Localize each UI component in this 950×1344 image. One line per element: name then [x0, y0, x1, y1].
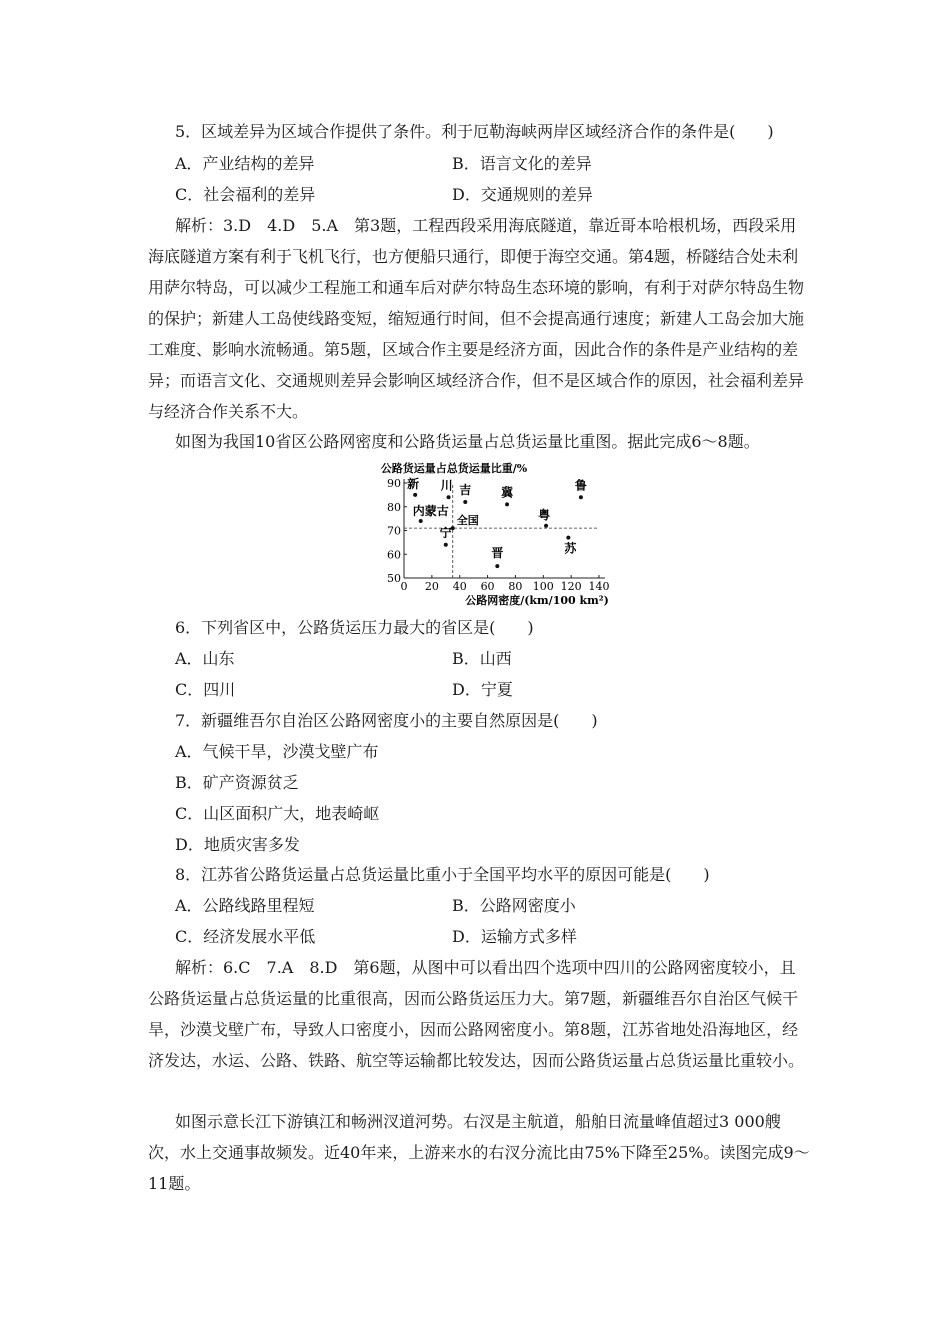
question-8-option-c: C．经济发展水平低: [175, 927, 316, 946]
chart-point-label: 新: [407, 476, 420, 491]
y-tick-label: 50: [387, 572, 401, 585]
chart-point-label: 吉: [459, 483, 472, 497]
analysis-3-5-text: 解析：3.D 4.D 5.A 第3题，工程西段采用海底隧道，靠近哥本哈根机场，西段采用海底隧道方案有利于飞机飞行，也方便船只通行，即便于海空交通。第4题，桥隧结合处未利用萨尔特岛，可以减少工程施工和通车后对萨尔特岛生态环境的影响，有利于对萨尔特岛生物的保护；新建人工岛使线路变短，缩短通行时间，但不会提高通行速度；新建人工岛会加大施工难度、影响水流畅通。第5题，区域合作主要是经济方面，因此合作的条件是产业结构的差异；而语言文化、交通规则差异会影响区域经济合作，但不是区域合作的原因，社会福利差异与经济合作关系不大。: [148, 216, 805, 421]
analysis-6-8-text: 解析：6.C 7.A 8.D 第6题，从图中可以看出四个选项中四川的公路网密度较小，且公路货运量占总货运量的比重很高，因而公路货运压力大。第7题，新疆维吾尔自治区气候干旱，沙漠戈壁广布，导致人口密度小，因而公路网密度小。第8题，江苏省地处沿海地区，经济发达，水运、公路、铁路、航空等运输都比较发达，因而公路货运量占总货运量比重较小。: [148, 958, 805, 1070]
x-tick-label: 80: [508, 580, 523, 593]
question-5-option-d: D．交通规则的差异: [452, 185, 593, 204]
chart-point-label: 冀: [501, 485, 514, 500]
chart-x-axis-label: 公路网密度/(km/100 km²): [465, 594, 609, 607]
question-7-option-c: C．山区面积广大，地表崎岖: [175, 804, 380, 823]
chart-point: [419, 519, 423, 523]
chart-point-label: 鲁: [574, 478, 587, 493]
question-7-stem: 7．新疆维吾尔自治区公路网密度小的主要自然原因是( ): [175, 711, 598, 730]
x-tick-label: 120: [560, 580, 582, 593]
chart-point: [447, 495, 451, 499]
x-tick-label: 20: [424, 580, 439, 593]
question-5-option-b: B．语言文化的差异: [452, 154, 592, 173]
chart-point: [413, 493, 417, 497]
national-average-label: 全国: [456, 514, 479, 528]
x-tick-label: 140: [588, 580, 610, 593]
chart-svg: [352, 456, 622, 616]
x-tick-label: 40: [452, 580, 467, 593]
question-7-option-a: A．气候干旱，沙漠戈壁广布: [175, 742, 379, 761]
chart-point-label: 晋: [491, 546, 504, 561]
chart-point-label: 内蒙古: [412, 504, 449, 518]
question-6-option-a: A．山东: [175, 649, 235, 668]
chart-title: 公路货运量占总货运量比重/%: [380, 462, 528, 475]
analysis-3-5: [148, 210, 810, 427]
y-tick-label: 80: [387, 500, 401, 514]
chart-point: [566, 536, 570, 540]
question-5-option-a: A．产业结构的差异: [175, 154, 315, 173]
question-6-stem: 6．下列省区中，公路货运压力最大的省区是( ): [175, 618, 534, 637]
question-6-option-b: B．山西: [452, 649, 512, 668]
question-5-option-c: C．社会福利的差异: [175, 185, 316, 204]
chart-point: [579, 495, 583, 499]
chart-point: [495, 564, 499, 568]
question-7-option-b: B．矿产资源贫乏: [175, 773, 299, 792]
x-tick-label: 0: [400, 580, 408, 593]
y-tick-label: 90: [387, 477, 401, 490]
y-tick-label: 60: [387, 548, 401, 562]
chart-ticks: [387, 477, 610, 593]
x-tick-label: 60: [480, 580, 495, 593]
chart-point-label: 苏: [564, 541, 577, 556]
y-tick-label: 70: [387, 524, 401, 538]
chart-point-label: 宁: [439, 525, 452, 540]
question-8-option-b: B．公路网密度小: [452, 896, 576, 915]
chart-point-label: 粤: [538, 507, 551, 522]
question-8-option-a: A．公路线路里程短: [175, 896, 315, 915]
chart-point: [444, 543, 448, 547]
intro-9-11-text: 如图示意长江下游镇江和畅洲汊道河势。右汊是主航道，船舶日流量峰值超过3 000艘次，水上交通事故频发。近40年来，上游来水的右汊分流比由75%下降至25%。读图完成9～11题。: [148, 1112, 810, 1193]
x-tick-label: 100: [532, 580, 554, 593]
chart-point: [505, 502, 509, 506]
question-7-option-d: D．地质灾害多发: [175, 835, 300, 854]
question-8-option-d: D．运输方式多样: [452, 927, 577, 946]
intro-9-11: [148, 1106, 810, 1199]
scatter-chart: [352, 456, 622, 616]
chart-point: [463, 500, 467, 504]
chart-point: [544, 524, 548, 528]
chart-points: [407, 476, 587, 568]
question-6-option-c: C．四川: [175, 680, 236, 699]
chart-point-label: 川: [440, 478, 453, 493]
question-6-option-d: D．宁夏: [452, 680, 513, 699]
analysis-6-8: [148, 952, 810, 1076]
question-8-stem: 8．江苏省公路货运量占总货运量比重小于全国平均水平的原因可能是( ): [175, 865, 710, 884]
question-5-stem: 5．区域差异为区域合作提供了条件。利于厄勒海峡两岸区域经济合作的条件是( ): [175, 122, 774, 141]
intro-6-8: 如图为我国10省区公路网密度和公路货运量占总货运量比重图。据此完成6～8题。: [175, 432, 760, 451]
